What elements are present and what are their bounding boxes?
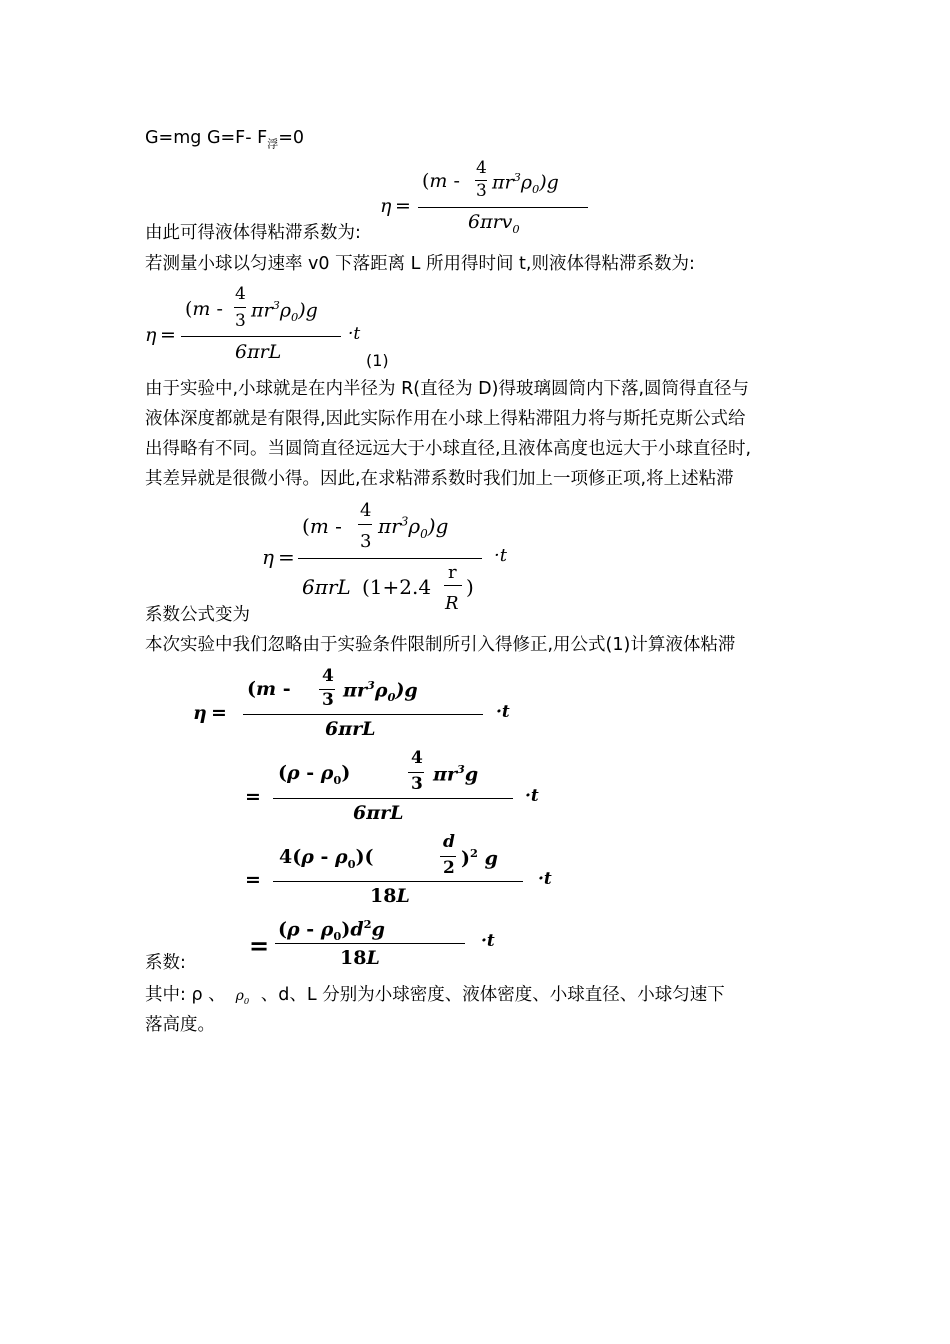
formula-derivation-step-2: = $(\rho - \rho_0)$ 4 3 $\pi r^3g$ 6πrL ·t bbox=[245, 748, 539, 824]
paragraph-line: 出得略有不同。当圆筒直径远远大于小球直径,且液体高度也远大于小球直径时, bbox=[145, 439, 752, 459]
line-viscosity-intro: 由此可得液体得粘滞系数为: bbox=[145, 223, 361, 243]
line-coefficient-label: 系数: bbox=[145, 953, 186, 973]
line-symbols-definition: 其中: ρ 、 $\rho_0$ 、d、L 分别为小球密度、液体密度、小球直径、小球匀速下 bbox=[145, 985, 725, 1006]
equation-number: (1) bbox=[366, 351, 389, 370]
line-formula-becomes: 系数公式变为 bbox=[145, 605, 250, 625]
rho0-symbol: $\rho_0$ bbox=[235, 988, 250, 1006]
paragraph-line: 其差异就是很微小得。因此,在求粘滞系数时我们加上一项修正项,将上述粘滞 bbox=[145, 469, 734, 489]
line-measure-intro: 若测量小球以匀速率 v0 下落距离 L 所用得时间 t,则液体得粘滞系数为: bbox=[145, 254, 695, 274]
formula-viscosity-corrected: η = (m - 4 3 $\pi r^3\rho_0)g$ 6πrL (1+2.4 r R ) ·t bbox=[262, 500, 507, 614]
line-ignore-correction: 本次实验中我们忽略由于实验条件限制所引入得修正,用公式(1)计算液体粘滞 bbox=[145, 635, 736, 655]
line-gravity-balance: G=mg G=F- $F_浮=0$ bbox=[145, 128, 304, 151]
formula-derivation-step-1: η = (m - 4 3 $\pi r^3\rho_0)g$ 6πrL ·t bbox=[193, 666, 510, 740]
buoyancy-subscript: 浮 bbox=[267, 137, 279, 151]
paragraph-line: 落高度。 bbox=[145, 1015, 215, 1035]
formula-viscosity-velocity: η = (m - 4 3 $\pi r^3\rho_0)g$ 6πrv$_0$ bbox=[380, 158, 595, 228]
formula-viscosity-time: η = (m - 4 3 $\pi r^3\rho_0)g$ 6πrL ·t bbox=[145, 284, 361, 363]
paragraph-line: 液体深度都就是有限得,因此实际作用在小球上得粘滞阻力将与斯托克斯公式给 bbox=[145, 409, 746, 429]
formula-derivation-step-4: = $(\rho - \rho_0)d^2g$ 18L ·t bbox=[249, 917, 495, 969]
paragraph-line: 由于实验中,小球就是在内半径为 R(直径为 D)得玻璃圆筒内下落,圆筒得直径与 bbox=[145, 379, 750, 399]
formula-derivation-step-3: = $4(\rho - \rho_0)$( d 2 )$^2$ g 18L ·t bbox=[245, 832, 552, 907]
